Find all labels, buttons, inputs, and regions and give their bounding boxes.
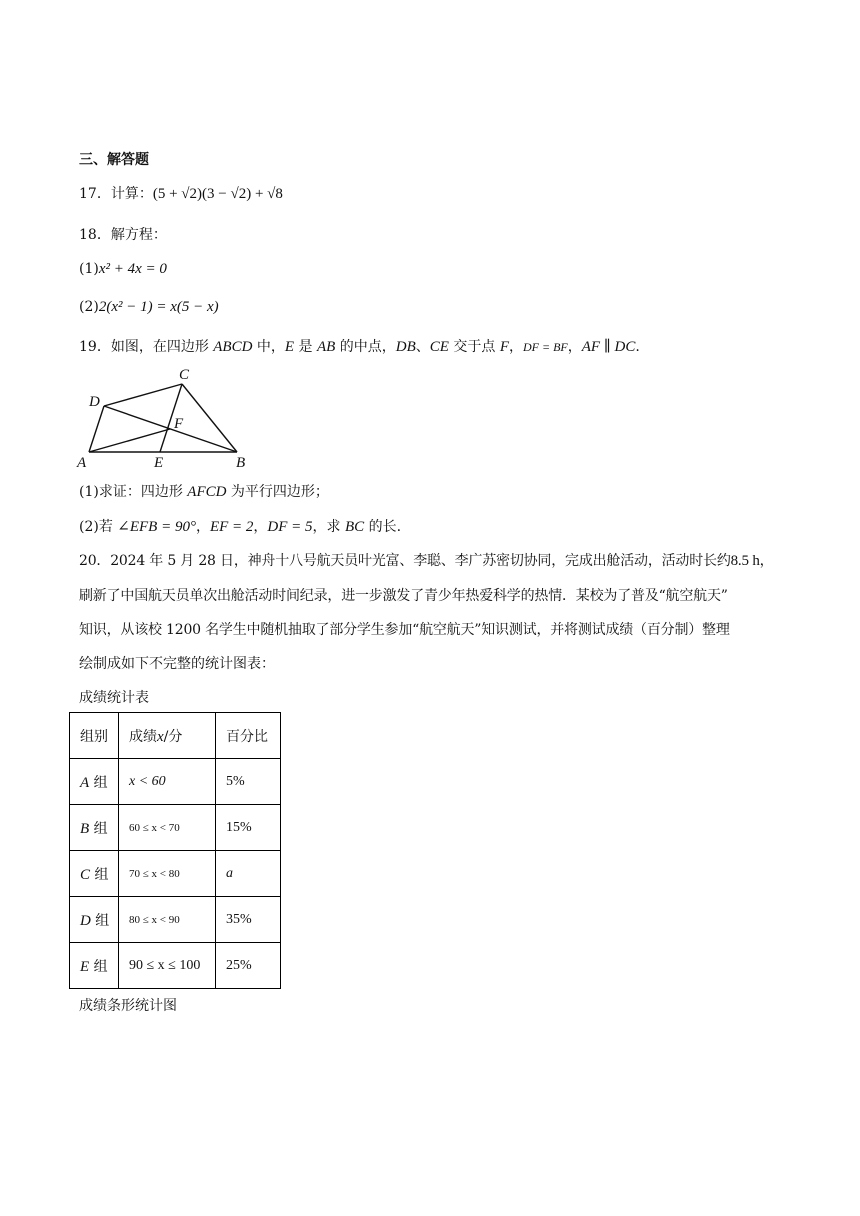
q19-e: E [284,339,295,355]
question-19 [79,337,640,357]
q19-part2-text: 的长. [364,519,402,535]
header-score-unit: /分 [163,728,183,745]
percent-cell: 35% [216,897,281,943]
table-row [70,943,281,989]
q19-bc: BC [345,519,365,535]
q19-text: 的中点， [335,339,396,355]
segment-ad [89,406,104,452]
header-percent: 百分比 [216,713,281,759]
group-letter: B [80,820,90,837]
label-f: F [174,416,184,432]
question-19-part-2 [79,517,401,537]
q19-df-bf: DF = BF [523,340,568,354]
q19-part2-text: ， [253,519,268,535]
table-row [70,759,281,805]
header-score [119,713,216,759]
question-20-line-1 [79,551,773,571]
question-17-label: 计算： [110,186,153,202]
question-20-line-2: 刷新了中国航天员单次出舱活动时间纪录，进一步激发了青少年热爱科学的热情．某校为了普及“航空航天” [79,588,728,604]
q19-text: 、 [415,339,430,355]
range-cell: 80 ≤ x < 90 [119,897,216,943]
part-1-equation: x² + 4x = 0 [98,261,167,277]
group-suffix: 组 [90,866,109,883]
q19-ef: EF = 2 [209,519,254,535]
q19-angle: ∠EFB = 90° [117,519,196,535]
q19-ab: AB [316,339,336,355]
q20-hours: 8.5 h [730,553,760,569]
q19-part1-text: 为平行四边形； [226,484,329,500]
table-caption: 成绩统计表 [79,690,149,706]
label-a: A [77,455,87,471]
group-cell [70,851,119,897]
question-19-part-1 [79,482,329,502]
q19-part2-text: (2)若 [79,519,118,535]
q19-afcd: AFCD [187,484,227,500]
question-18: 18．解方程： [79,227,167,243]
header-group: 组别 [70,713,119,759]
range-cell: 90 ≤ x ≤ 100 [119,943,216,989]
q19-df: DF = 5 [267,519,313,535]
q19-abcd: ABCD [213,339,253,355]
label-e: E [154,455,164,471]
group-cell [70,759,119,805]
part-1-label: (1) [79,261,99,277]
segment-dc [104,384,182,406]
quadrilateral-figure [72,364,272,474]
percent-cell: 5% [216,759,281,805]
label-d: D [89,394,100,410]
q19-f: F [499,339,509,355]
q19-ce: CE [429,339,449,355]
group-letter: E [80,958,90,975]
range-cell: 70 ≤ x < 80 [119,851,216,897]
label-b: B [236,455,246,471]
group-letter: A [80,774,90,791]
header-score-text: 成绩 [129,728,157,745]
q20-text: 20．2024 年 5 月 28 日，神舟十八号航天员叶光富、李聪、李广苏密切协同，完成出舱活动，活动时长约 [79,553,731,569]
question-17-expression: (5 + √2)(3 − √2) + √8 [152,186,283,202]
group-suffix: 组 [90,912,110,929]
q19-text: ， [509,339,523,355]
q19-part1-text: (1)求证：四边形 [79,484,188,500]
group-letter: D [80,912,91,929]
segment-db [104,406,237,452]
group-cell [70,805,119,851]
q19-text: 交于点 [448,339,500,355]
q19-db: DB [395,339,416,355]
question-20-line-4: 绘制成如下不完整的统计图表： [79,656,275,672]
group-suffix: 组 [89,774,108,791]
q19-text: ， [567,339,582,355]
range-cell: 60 ≤ x < 70 [119,805,216,851]
group-suffix: 组 [89,820,108,837]
segment-af [89,429,170,452]
group-letter: C [80,866,91,883]
q19-text: 中， [252,339,285,355]
question-17 [79,184,283,204]
q19-part2-text: ， [195,519,210,535]
group-cell [70,897,119,943]
table-row [70,897,281,943]
q19-af-dc: AF ∥ DC [581,339,636,355]
table-row [70,805,281,851]
section-title: 三、解答题 [79,152,149,168]
question-18-part-2 [79,297,219,317]
percent-cell: a [216,851,281,897]
table-row [70,851,281,897]
label-c: C [179,367,190,383]
header-score-x: x [157,728,164,745]
q19-part2-text: ，求 [312,519,345,535]
table-header-row [70,713,281,759]
percent-cell: 25% [216,943,281,989]
part-2-label: (2) [79,299,99,315]
q19-text: 19．如图，在四边形 [79,339,214,355]
q20-text: ， [759,553,774,569]
part-2-equation: 2(x² − 1) = x(5 − x) [98,299,219,315]
question-18-part-1 [79,259,167,279]
q19-text: 是 [294,339,317,355]
percent-cell: 15% [216,805,281,851]
score-table [69,712,281,989]
group-cell [70,943,119,989]
range-cell: x < 60 [119,759,216,805]
question-17-number: 17． [79,186,111,202]
q19-text: . [635,339,640,355]
group-suffix: 组 [89,958,108,975]
chart-caption: 成绩条形统计图 [79,998,177,1014]
question-20-line-3: 知识，从该校 1200 名学生中随机抽取了部分学生参加“航空航天”知识测试，并将测试成绩（百分制）整理 [79,622,730,638]
